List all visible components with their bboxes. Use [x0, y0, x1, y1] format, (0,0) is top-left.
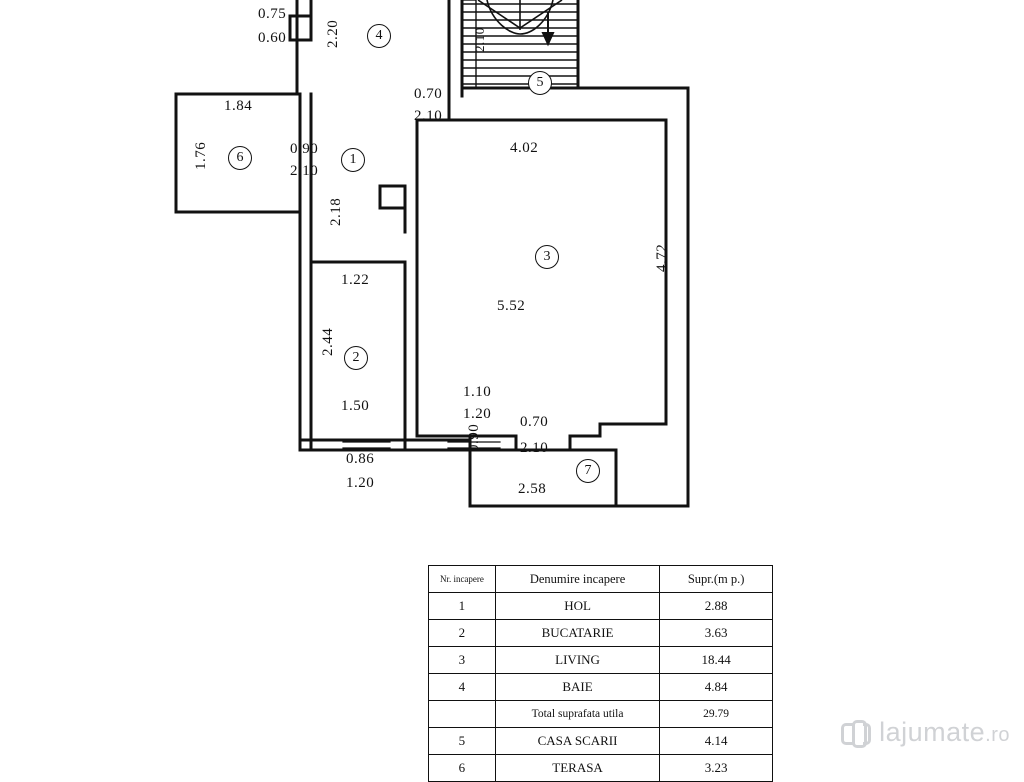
- table-row: [429, 728, 773, 755]
- dim-1.20-bottom: 1.20: [346, 475, 375, 491]
- dim-2.10-bottom: 2.10: [520, 440, 549, 456]
- table-row: [429, 620, 773, 647]
- dim-4.02: 4.02: [510, 140, 539, 156]
- cell-room-number: [429, 701, 496, 728]
- cell-room-name: TERASA: [495, 755, 659, 782]
- cell-room-name: BUCATARIE: [495, 620, 659, 647]
- dim-2.20: 2.20: [325, 19, 341, 48]
- room-marker-2: 2: [344, 346, 368, 370]
- dim-1.20-door: 1.20: [463, 406, 492, 422]
- room-marker-4: 4: [367, 24, 391, 48]
- dim-2.10-stair: 2.10: [472, 27, 487, 52]
- room-marker-5: 5: [528, 71, 552, 95]
- cell-total-label: Total suprafata utila: [495, 701, 659, 728]
- dim-2.10-top: 2.10: [414, 108, 443, 124]
- dim-1.22: 1.22: [341, 272, 370, 288]
- room-schedule-table: [428, 565, 773, 782]
- cell-room-number: 1: [429, 593, 496, 620]
- cell-room-number: 5: [429, 728, 496, 755]
- dim-4.72: 4.72: [654, 243, 670, 272]
- room-marker-6: 6: [228, 146, 252, 170]
- dim-1.10: 1.10: [463, 384, 492, 400]
- cell-room-area: 2.88: [660, 593, 773, 620]
- lajumate-logo-icon: [841, 720, 871, 746]
- cell-room-number: 3: [429, 647, 496, 674]
- dim-2.58: 2.58: [518, 481, 547, 497]
- cell-room-name: CASA SCARII: [495, 728, 659, 755]
- dim-0.86: 0.86: [346, 451, 375, 467]
- cell-room-name: HOL: [495, 593, 659, 620]
- header-room-name: Denumire incapere: [495, 566, 659, 593]
- header-room-area: Supr.(m p.): [660, 566, 773, 593]
- cell-total-area: 29.79: [660, 701, 773, 728]
- table-row: [429, 755, 773, 782]
- dim-5.52: 5.52: [497, 298, 526, 314]
- table-row: [429, 647, 773, 674]
- dim-1.50: 1.50: [341, 398, 370, 414]
- dim-1.76: 1.76: [193, 141, 209, 170]
- watermark-text: [879, 717, 1010, 748]
- watermark: [841, 717, 1010, 748]
- header-room-number: Nr. incapere: [429, 566, 496, 593]
- cell-room-area: 4.14: [660, 728, 773, 755]
- dim-0.75: 0.75: [258, 6, 287, 22]
- dim-2.44: 2.44: [320, 327, 336, 356]
- dim-0.70-top: 0.70: [414, 86, 443, 102]
- room-marker-3: 3: [535, 245, 559, 269]
- table-row: [429, 593, 773, 620]
- dim-2.18: 2.18: [328, 197, 344, 226]
- cell-room-number: 4: [429, 674, 496, 701]
- watermark-tld: .ro: [985, 724, 1010, 746]
- watermark-brand: lajumate: [879, 717, 986, 747]
- dim-0.90-hol: 0.90: [290, 141, 319, 157]
- cell-room-area: 4.84: [660, 674, 773, 701]
- table-row: [429, 674, 773, 701]
- cell-room-area: 18.44: [660, 647, 773, 674]
- room-marker-7: 7: [576, 459, 600, 483]
- cell-room-number: 2: [429, 620, 496, 647]
- cell-room-area: 3.23: [660, 755, 773, 782]
- room-marker-1: 1: [341, 148, 365, 172]
- dim-0.90-bottom: 0.90: [466, 423, 482, 452]
- dim-2.10-hol: 2.10: [290, 163, 319, 179]
- cell-room-name: BAIE: [495, 674, 659, 701]
- dim-1.84: 1.84: [224, 98, 253, 114]
- table-header-row: [429, 566, 773, 593]
- cell-room-name: LIVING: [495, 647, 659, 674]
- dim-0.60: 0.60: [258, 30, 287, 46]
- cell-room-area: 3.63: [660, 620, 773, 647]
- dim-0.70-bottom: 0.70: [520, 414, 549, 430]
- table-total-row: [429, 701, 773, 728]
- cell-room-number: 6: [429, 755, 496, 782]
